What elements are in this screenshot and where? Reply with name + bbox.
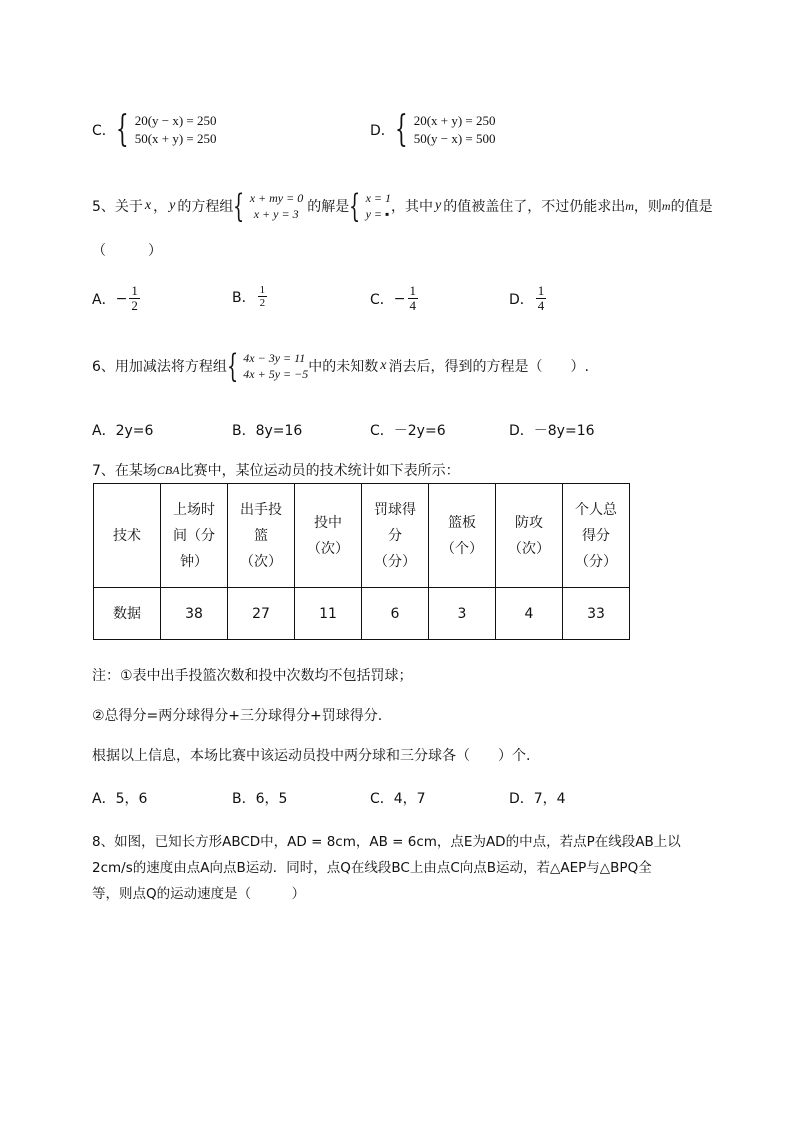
brace-icon: { bbox=[349, 187, 361, 225]
equation-system bbox=[250, 190, 304, 222]
table-header-row bbox=[94, 484, 630, 588]
text: 的值是 bbox=[670, 199, 713, 215]
table-cell: 6 bbox=[362, 588, 429, 640]
equation: x = 1 bbox=[365, 191, 392, 205]
stats-table bbox=[93, 483, 630, 640]
equation-system bbox=[414, 112, 496, 148]
q6-option-c[interactable]: C．－2y=6 bbox=[370, 423, 446, 439]
q8-line-1: 8、如图，已知长方形ABCD中，AD = 8cm，AB = 6cm，点E为AD的中点，若点P在线段AB上以 bbox=[92, 834, 681, 850]
equation: 20(y − x) = 250 bbox=[134, 113, 217, 128]
table-header-cell: 罚球得 分 （分） bbox=[362, 484, 429, 588]
table-header-cell: 出手投 篮 （次） bbox=[228, 484, 295, 588]
table-header-cell: 投中 （次） bbox=[295, 484, 362, 588]
equation: 4x + 5y = −5 bbox=[243, 367, 309, 381]
fraction: $\frac{1}{4}$ bbox=[537, 283, 545, 313]
q8-line-3: 等，则点Q的运动速度是（ ） bbox=[92, 886, 306, 902]
fraction: $\frac{1}{2}$ bbox=[131, 283, 138, 313]
fraction: $\frac{1}{2}$ bbox=[259, 284, 266, 309]
text: 5、关于 bbox=[92, 199, 143, 215]
equation-system bbox=[135, 112, 217, 148]
table-cell: 11 bbox=[295, 588, 362, 640]
table-cell: 27 bbox=[228, 588, 295, 640]
var-m: m bbox=[661, 198, 671, 213]
q7-note-2: ②总得分=两分球得分+三分球得分+罚球得分. bbox=[92, 708, 383, 724]
equation: x + my = 0 bbox=[249, 191, 304, 205]
var-y: y bbox=[169, 198, 176, 213]
equation-system bbox=[243, 350, 308, 382]
equation: y = ▪ bbox=[365, 207, 390, 221]
text: ， bbox=[153, 199, 168, 215]
q6-option-b[interactable]: B．8y=16 bbox=[232, 423, 303, 439]
brace-icon: { bbox=[226, 347, 239, 385]
q7-option-c[interactable]: C．4，7 bbox=[370, 791, 426, 807]
q8-line-2: 2cm/s的速度由点A向点B运动．同时，点Q在线段BC上由点C向点B运动，若△AEP与△BPQ全 bbox=[92, 860, 652, 876]
q7-question: 根据以上信息，本场比赛中该运动员投中两分球和三分球各（ ）个. bbox=[92, 748, 531, 764]
q5-option-d[interactable] bbox=[509, 284, 548, 313]
var-y: y bbox=[435, 198, 442, 213]
var-m: m bbox=[625, 198, 634, 213]
brace-icon: { bbox=[394, 109, 408, 150]
solution-system bbox=[366, 190, 391, 222]
table-cell: 33 bbox=[563, 588, 630, 640]
var-x: x bbox=[144, 198, 152, 213]
q5-stem bbox=[92, 186, 713, 226]
table-cell: 3 bbox=[429, 588, 496, 640]
table-header-cell: 技术 bbox=[94, 484, 161, 588]
equation: 4x − 3y = 11 bbox=[243, 351, 306, 365]
option-label: A． bbox=[92, 291, 116, 308]
q6-option-d[interactable]: D．－8y=16 bbox=[509, 423, 595, 439]
table-cell: 38 bbox=[161, 588, 228, 640]
brace-icon: { bbox=[115, 109, 129, 150]
text: 7、在某场 bbox=[92, 463, 157, 479]
sign: − bbox=[393, 290, 406, 307]
text: 比赛中，某位运动员的技术统计如下表所示： bbox=[179, 463, 460, 479]
text: 消去后，得到的方程是（ ）. bbox=[388, 359, 589, 375]
q5-option-c[interactable] bbox=[370, 284, 420, 313]
q7-option-a[interactable]: A．5，6 bbox=[92, 791, 148, 807]
option-label: C． bbox=[92, 123, 116, 139]
var-x: x bbox=[380, 358, 387, 373]
brace-icon: { bbox=[233, 187, 245, 225]
text: 6、用加减法将方程组 bbox=[92, 359, 227, 375]
text: ，其中 bbox=[391, 199, 434, 215]
text: 的解是 bbox=[307, 199, 350, 215]
equation: 50(y − x) = 500 bbox=[413, 131, 496, 146]
table-header-cell: 上场时 间（分 钟） bbox=[161, 484, 228, 588]
equation: x + y = 3 bbox=[253, 207, 299, 221]
q7-stem bbox=[92, 460, 460, 480]
table-cell: 4 bbox=[496, 588, 563, 640]
q4-option-c[interactable] bbox=[92, 108, 217, 152]
cba-term: CBA bbox=[156, 462, 180, 477]
text: ，则 bbox=[633, 199, 662, 215]
q7-note-1: 注：①表中出手投篮次数和投中次数均不包括罚球； bbox=[92, 668, 413, 684]
option-label: D． bbox=[509, 291, 534, 308]
q5-answer-paren: （ ） bbox=[92, 243, 162, 259]
q7-option-d[interactable]: D．7，4 bbox=[509, 791, 566, 807]
q4-option-d[interactable] bbox=[370, 108, 496, 152]
equation: 50(x + y) = 250 bbox=[134, 131, 217, 146]
text: 中的未知数 bbox=[308, 359, 379, 375]
q6-option-a[interactable]: A．2y=6 bbox=[92, 423, 154, 439]
option-label: B． bbox=[232, 289, 256, 306]
q7-option-b[interactable]: B．6，5 bbox=[232, 791, 288, 807]
q5-option-b[interactable] bbox=[232, 284, 269, 309]
text: 的值被盖住了，不过仍能求出 bbox=[443, 199, 626, 215]
option-label: C． bbox=[370, 291, 394, 308]
option-label: D． bbox=[370, 123, 395, 139]
table-cell: 数据 bbox=[94, 588, 161, 640]
table-row bbox=[94, 588, 630, 640]
fraction: $\frac{1}{4}$ bbox=[409, 283, 417, 313]
sign: − bbox=[115, 290, 128, 307]
q6-stem bbox=[92, 346, 589, 386]
text: 的方程组 bbox=[177, 199, 234, 215]
table-header-cell: 个人总 得分 （分） bbox=[563, 484, 630, 588]
table-header-cell: 防攻 （次） bbox=[496, 484, 563, 588]
table-header-cell: 篮板 （个） bbox=[429, 484, 496, 588]
equation: 20(x + y) = 250 bbox=[413, 113, 496, 128]
q5-option-a[interactable] bbox=[92, 284, 142, 313]
